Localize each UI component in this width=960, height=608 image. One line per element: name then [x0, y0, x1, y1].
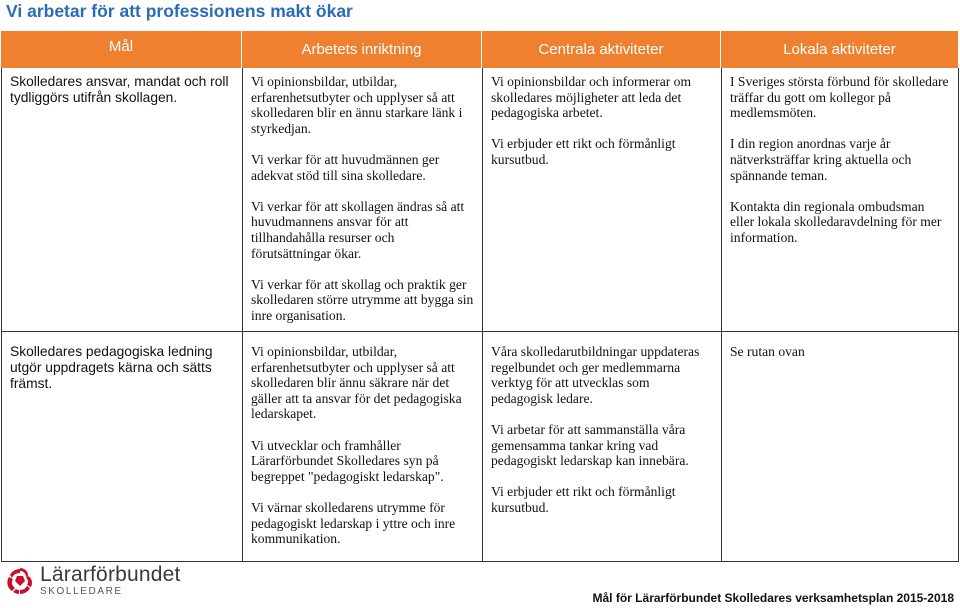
lararforbundet-logo	[6, 564, 181, 598]
direction-paragraph: Vi opinionsbildar, utbildar, erfarenhetsutbyter och upplyser så att skolledaren blir en ännu starkare länk i styrkedjan.	[251, 74, 463, 136]
direction-paragraph: Vi opinionsbildar, utbildar, erfarenhetsutbyter och upplyser så att skolledaren blir ännu säkrare när det gäller att ta ansvar för det pedagogiska ledarskapet.	[251, 344, 462, 422]
page-title: Vi arbetar för att professionens makt ökar	[6, 1, 353, 21]
goal-text: Skolledares ansvar, mandat och roll tydliggörs utifrån skollagen.	[10, 74, 229, 105]
header-goal: Mål	[1, 31, 242, 68]
row2-local-cell	[721, 332, 959, 562]
direction-paragraph: Vi utvecklar och framhåller Lärarförbundet Skolledares syn på begreppet "pedagogiskt ledarskap".	[251, 437, 444, 484]
central-paragraph: Vi erbjuder ett rikt och förmånligt kursutbud.	[491, 136, 676, 167]
local-paragraph: I Sveriges största förbund för skolledare träffar du gott om kollegor på medlemsmöten.	[730, 74, 949, 121]
central-paragraph: Vi arbetar för att sammanställa våra gemensamma tankar kring vad pedagogiskt ledarskap kan innebära.	[491, 421, 689, 469]
row2-direction-cell	[242, 332, 482, 562]
local-paragraph: Kontakta din regionala ombudsman eller lokala skolledaravdelning för mer information.	[730, 198, 942, 245]
central-paragraph: Vi erbjuder ett rikt och förmånligt kursutbud.	[491, 484, 676, 515]
header-local: Lokala aktiviteter	[721, 31, 959, 68]
row2-central-cell	[482, 332, 721, 562]
direction-paragraph: Vi verkar för att skollagen ändras så att huvudmannens ansvar för att tillhandahålla resurser och förutsättningar ökar.	[251, 198, 465, 261]
central-paragraph: Våra skolledarutbildningar uppdateras regelbundet och ger medlemmarna verktyg för att utvecklas som pedagogisk ledare.	[491, 344, 700, 406]
local-paragraph: Se rutan ovan	[730, 344, 805, 359]
direction-paragraph: Vi värnar skolledarens utrymme för pedagogiskt ledarskap i yttre och inre kommunikation.	[251, 499, 456, 547]
footer-text: Mål för Lärarförbundet Skolledares verksamhetsplan 2015-2018	[592, 591, 954, 605]
row1-central-cell	[482, 68, 721, 332]
direction-paragraph: Vi verkar för att huvudmännen ger adekvat stöd till sina skolledare.	[251, 151, 440, 183]
direction-paragraph: Vi verkar för att skollag och praktik ger skolledaren större utrymme att bygga sin inre organisation.	[251, 276, 474, 323]
header-central: Centrala aktiviteter	[482, 31, 721, 68]
header-direction: Arbetets inriktning	[242, 31, 482, 68]
central-paragraph: Vi opinionsbildar och informerar om skolledares möjligheter att leda det pedagogiska arbetet.	[491, 74, 692, 121]
logo-name: Lärarförbundet	[40, 563, 181, 586]
row1-goal-cell	[1, 68, 242, 332]
logo-subtitle: SKOLLEDARE	[40, 586, 123, 597]
row2-goal-cell	[1, 332, 242, 562]
rose-logo-icon	[6, 566, 34, 596]
goal-text: Skolledares pedagogiska ledning utgör uppdragets kärna och sätts främst.	[10, 344, 213, 391]
row1-direction-cell	[242, 68, 482, 332]
goals-table	[1, 31, 959, 562]
local-paragraph: I din region anordnas varje år nätverksträffar kring aktuella och spännande teman.	[730, 136, 912, 183]
row1-local-cell	[721, 68, 959, 332]
